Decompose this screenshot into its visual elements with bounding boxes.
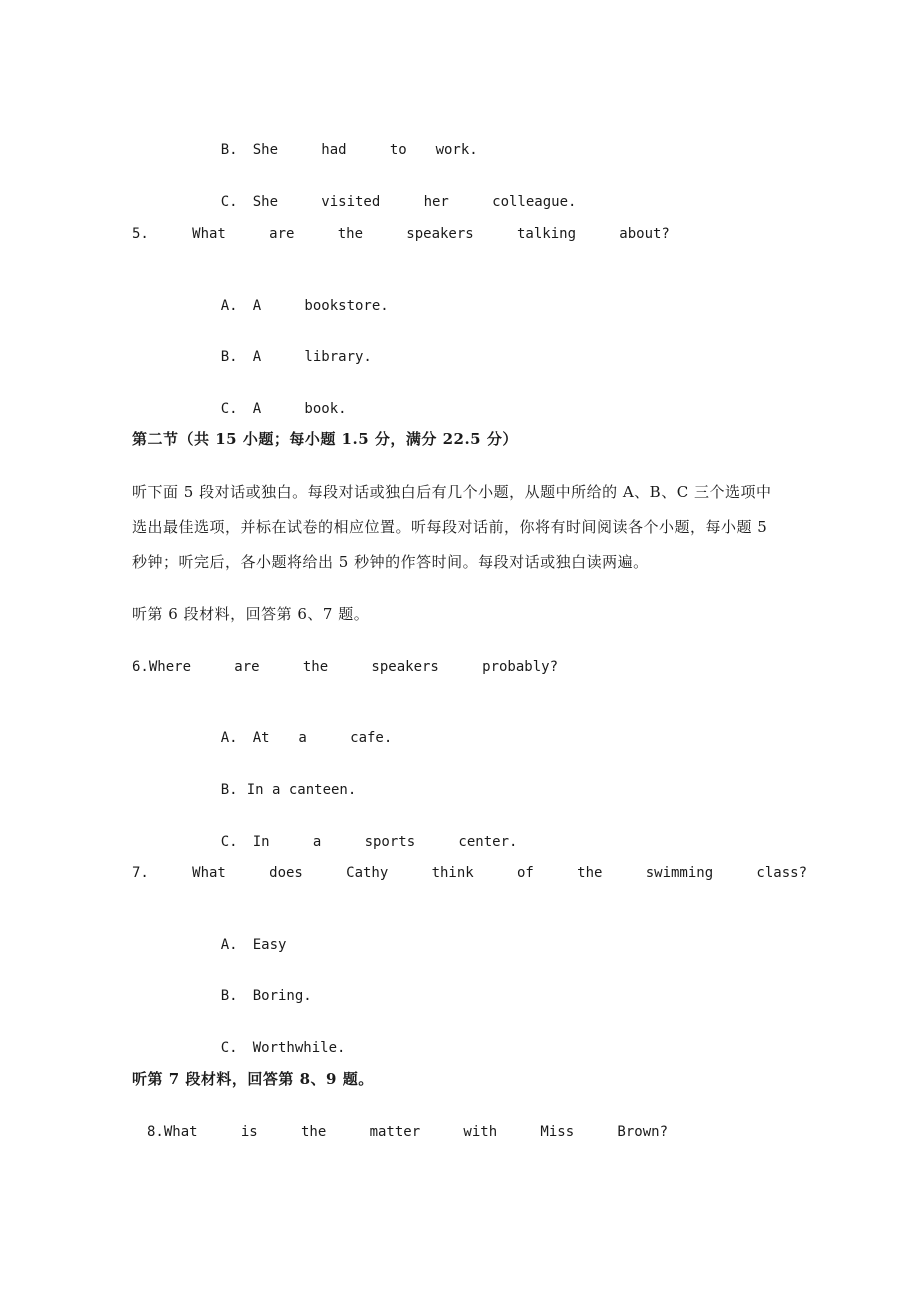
option-label: A. <box>220 298 238 314</box>
option-label: B. <box>220 782 238 798</box>
option-text: A bookstore. <box>252 298 389 314</box>
q7-stem: 7. What does Cathy think of the swimming class? <box>132 865 808 881</box>
option-label: C. <box>220 194 238 210</box>
q7-option-b <box>163 966 312 1026</box>
option-text: A library. <box>252 349 372 365</box>
option-label: A. <box>220 937 238 953</box>
q5-option-b <box>163 327 372 387</box>
q6-option-a <box>163 708 392 768</box>
material6-intro: 听第 6 段材料，回答第 6、7 题。 <box>132 605 370 623</box>
option-text: A book. <box>252 401 347 417</box>
section2-heading: 第二节（共 15 小题；每小题 1.5 分，满分 22.5 分） <box>132 430 518 448</box>
option-label: A. <box>220 730 238 746</box>
section2-instructions-line3: 秒钟；听完后，各小题将给出 5 秒钟的作答时间。每段对话或独白读两遍。 <box>132 553 649 571</box>
q5-stem: 5. What are the speakers talking about? <box>132 226 670 242</box>
q8-stem: 8.What is the matter with Miss Brown? <box>147 1124 669 1140</box>
option-label: B. <box>220 349 238 365</box>
option-label: C. <box>220 401 238 417</box>
option-label: B. <box>220 142 238 158</box>
section2-instructions-line1: 听下面 5 段对话或独白。每段对话或独白后有几个小题，从题中所给的 A、B、C 三个选项中 <box>132 483 772 501</box>
option-text: Easy <box>252 937 287 953</box>
section2-instructions-line2: 选出最佳选项，并标在试卷的相应位置。听每段对话前，你将有时间阅读各个小题，每小题 5 <box>132 518 768 536</box>
option-text: In a sports center. <box>252 834 518 850</box>
q6-option-b <box>163 760 356 820</box>
q6-stem: 6.Where are the speakers probably? <box>132 659 559 675</box>
option-text: She visited her colleague. <box>252 194 577 210</box>
option-label: B. <box>220 988 238 1004</box>
option-text: Boring. <box>252 988 312 1004</box>
option-text: At a cafe. <box>252 730 393 746</box>
option-text: Worthwhile. <box>252 1040 346 1056</box>
option-text: She had to work. <box>252 142 478 158</box>
option-label: C. <box>220 834 238 850</box>
option-label: C. <box>220 1040 238 1056</box>
option-text: In a canteen. <box>246 782 357 798</box>
q4-option-b <box>163 120 478 180</box>
material7-intro: 听第 7 段材料，回答第 8、9 题。 <box>132 1070 374 1088</box>
q4-option-c <box>163 172 576 232</box>
